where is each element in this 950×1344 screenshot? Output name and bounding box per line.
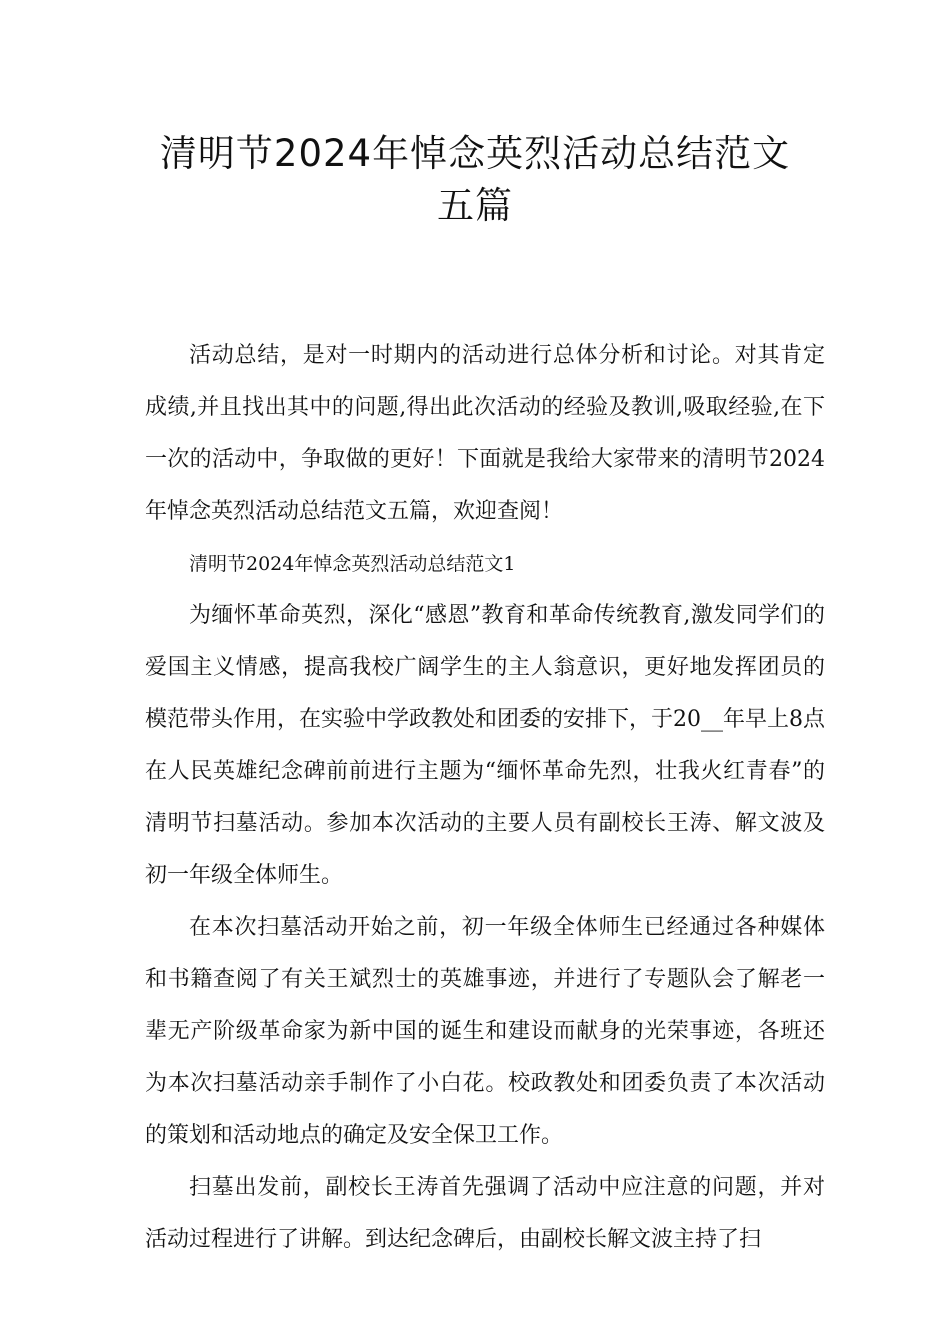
body-paragraph: 为缅怀革命英烈，深化“感恩”教育和革命传统教育,激发同学们的爱国主义情感，提高我校广阔学生的主人翁意识，更好地发挥团员的模范带头作用，在实验中学政教处和团委的安排下，于20__年早上8点在人民英雄纪念碑前前进行主题为“缅怀革命先烈，壮我火红青春”的清明节扫墓活动。参加本次活动的主要人员有副校长王涛、解文波及初一年级全体师生。: [145, 603, 825, 888]
body-paragraph: 扫墓出发前，副校长王涛首先强调了活动中应注意的问题，并对活动过程进行了讲解。到达纪念碑后，由副校长解文波主持了扫: [145, 1175, 825, 1252]
document-body: [145, 330, 825, 1266]
title-line-1: 清明节2024年悼念英烈活动总结范文: [159, 132, 791, 175]
body-paragraph: 在本次扫墓活动开始之前，初一年级全体师生已经通过各种媒体和书籍查阅了有关王斌烈士的英雄事迹，并进行了专题队会了解老一辈无产阶级革命家为新中国的诞生和建设而献身的光荣事迹，各班还为本次扫墓活动亲手制作了小白花。校政教处和团委负责了本次活动的策划和活动地点的确定及安全保卫工作。: [145, 915, 825, 1148]
title-line-2: 五篇: [437, 184, 513, 227]
document-title: [0, 128, 950, 232]
intro-paragraph: 活动总结，是对一时期内的活动进行总体分析和讨论。对其肯定成绩,并且找出其中的问题,得出此次活动的经验及教训,吸取经验,在下一次的活动中，争取做的更好！下面就是我给大家带来的清明节2024年悼念英烈活动总结范文五篇，欢迎查阅！: [145, 343, 825, 524]
section-heading: 清明节2024年悼念英烈活动总结范文1: [189, 553, 516, 575]
